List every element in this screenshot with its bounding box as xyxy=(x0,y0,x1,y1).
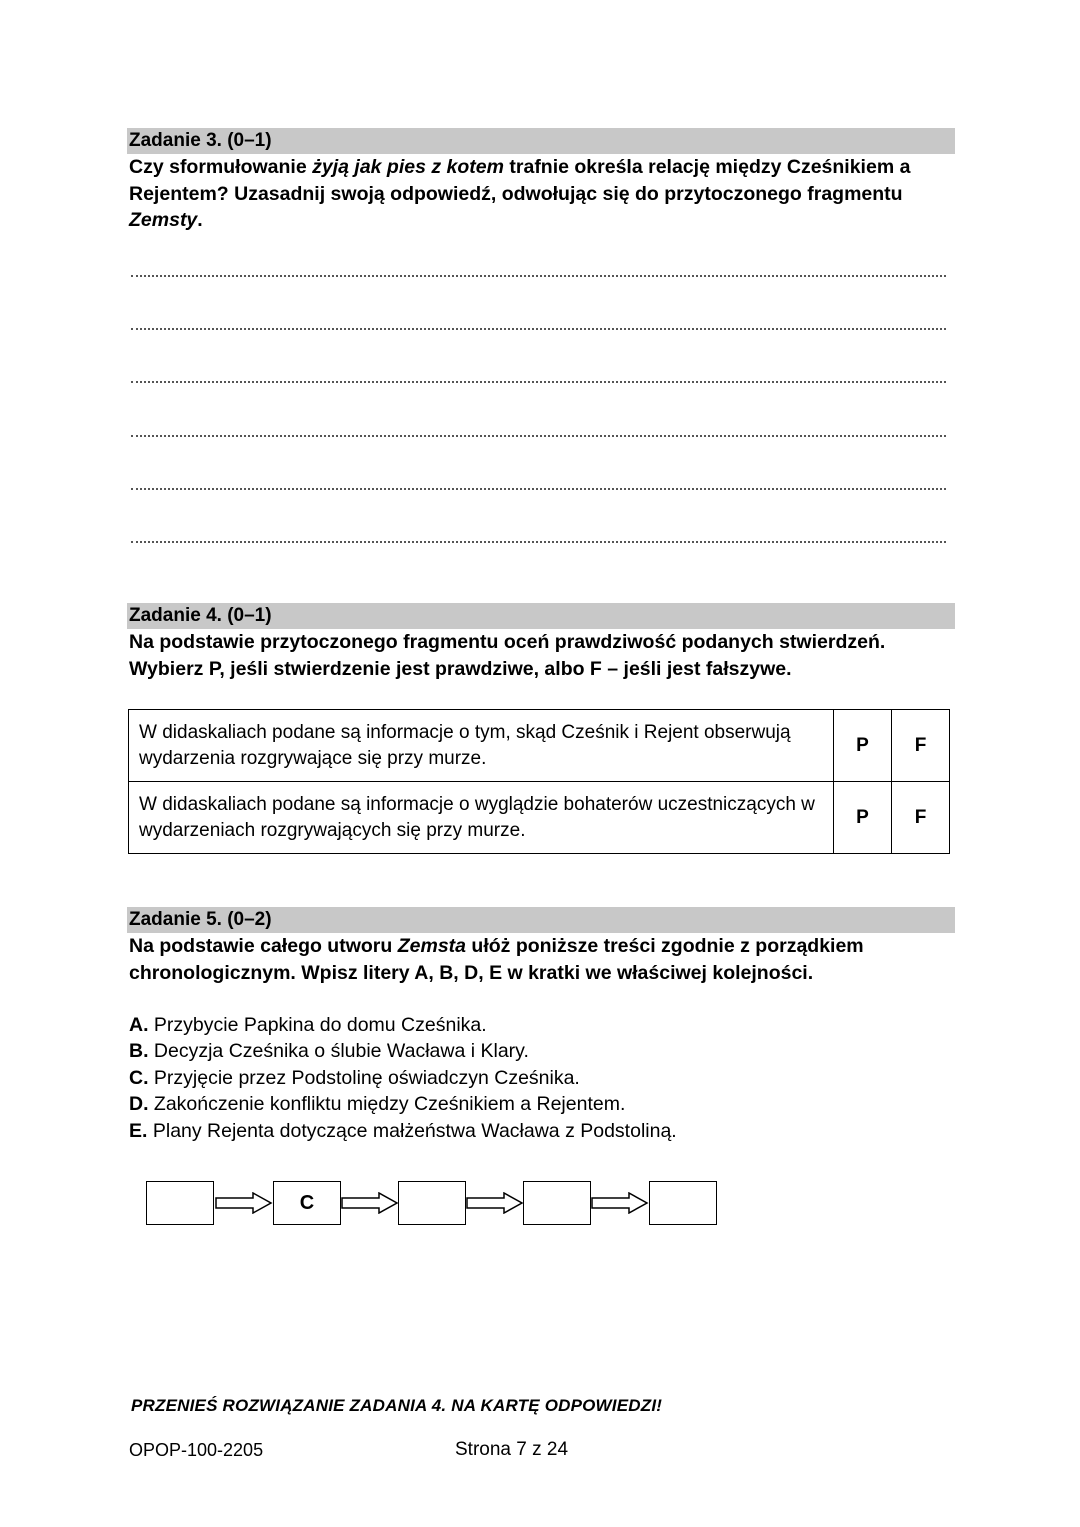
option-f[interactable]: F xyxy=(892,782,950,854)
sequence-box[interactable] xyxy=(649,1181,717,1225)
answer-line[interactable] xyxy=(131,487,946,490)
option-p[interactable]: P xyxy=(834,710,892,782)
task4-header: Zadanie 4. (0–1) xyxy=(127,603,955,629)
answer-line[interactable] xyxy=(131,540,946,543)
answer-line[interactable] xyxy=(131,380,946,383)
table-row xyxy=(129,710,950,782)
sequence-box[interactable] xyxy=(146,1181,214,1225)
arrow-right-icon xyxy=(215,1192,273,1214)
arrow-right-icon xyxy=(591,1192,649,1214)
task5-header: Zadanie 5. (0–2) xyxy=(127,907,955,933)
true-false-table xyxy=(128,709,950,854)
answer-line[interactable] xyxy=(131,274,946,277)
statement-cell: W didaskaliach podane są informacje o wyglądzie bohaterów uczestniczących w wydarzeniach rozgrywających się przy murze. xyxy=(129,782,834,854)
task5-instruction: Na podstawie całego utworu Zemsta ułóż poniższe treści zgodnie z porządkiem chronologicznym. Wpisz litery A, B, D, E w kratki we właściwej kolejności. xyxy=(129,935,864,984)
task4-instruction: Na podstawie przytoczonego fragmentu oceń prawdziwość podanych stwierdzeń. Wybierz P, jeśli stwierdzenie jest prawdziwe, albo F – jeśli jest fałszywe. xyxy=(129,631,886,680)
statement-cell: W didaskaliach podane są informacje o tym, skąd Cześnik i Rejent obserwują wydarzenia rozgrywające się przy murze. xyxy=(129,710,834,782)
list-item: E. Plany Rejenta dotyczące małżeństwa Wacława z Podstoliną. xyxy=(129,1120,677,1142)
answer-line[interactable] xyxy=(131,434,946,437)
list-item: C. Przyjęcie przez Podstolinę oświadczyn Cześnika. xyxy=(129,1067,580,1089)
list-item: A. Przybycie Papkina do domu Cześnika. xyxy=(129,1014,487,1036)
table-row xyxy=(129,782,950,854)
task3-title-ref: Zemsty xyxy=(129,209,198,231)
exam-code: OPOP-100-2205 xyxy=(129,1440,264,1460)
arrow-right-icon xyxy=(341,1192,399,1214)
option-f[interactable]: F xyxy=(892,710,950,782)
task3-question: Czy sformułowanie żyją jak pies z kotem trafnie określa relację między Cześnikiem a Rejentem? Uzasadnij swoją odpowiedź, odwołując się do przytoczonego fragmentu Zemsty. xyxy=(129,156,911,231)
answer-line[interactable] xyxy=(131,327,946,330)
sequence-box[interactable] xyxy=(523,1181,591,1225)
task5-title-ref: Zemsta xyxy=(397,935,466,957)
task3-header: Zadanie 3. (0–1) xyxy=(127,128,955,154)
sequence-box[interactable] xyxy=(398,1181,466,1225)
list-item: D. Zakończenie konfliktu między Cześnikiem a Rejentem. xyxy=(129,1093,626,1115)
option-p[interactable]: P xyxy=(834,782,892,854)
sequence-box[interactable]: C xyxy=(273,1181,341,1225)
page-number: Strona 7 z 24 xyxy=(455,1439,569,1460)
list-item: B. Decyzja Cześnika o ślubie Wacława i Klary. xyxy=(129,1040,529,1062)
task3-quote: żyją jak pies z kotem xyxy=(312,156,504,178)
arrow-right-icon xyxy=(466,1192,524,1214)
transfer-note: PRZENIEŚ ROZWIĄZANIE ZADANIA 4. NA KARTĘ ODPOWIEDZI! xyxy=(131,1396,663,1415)
